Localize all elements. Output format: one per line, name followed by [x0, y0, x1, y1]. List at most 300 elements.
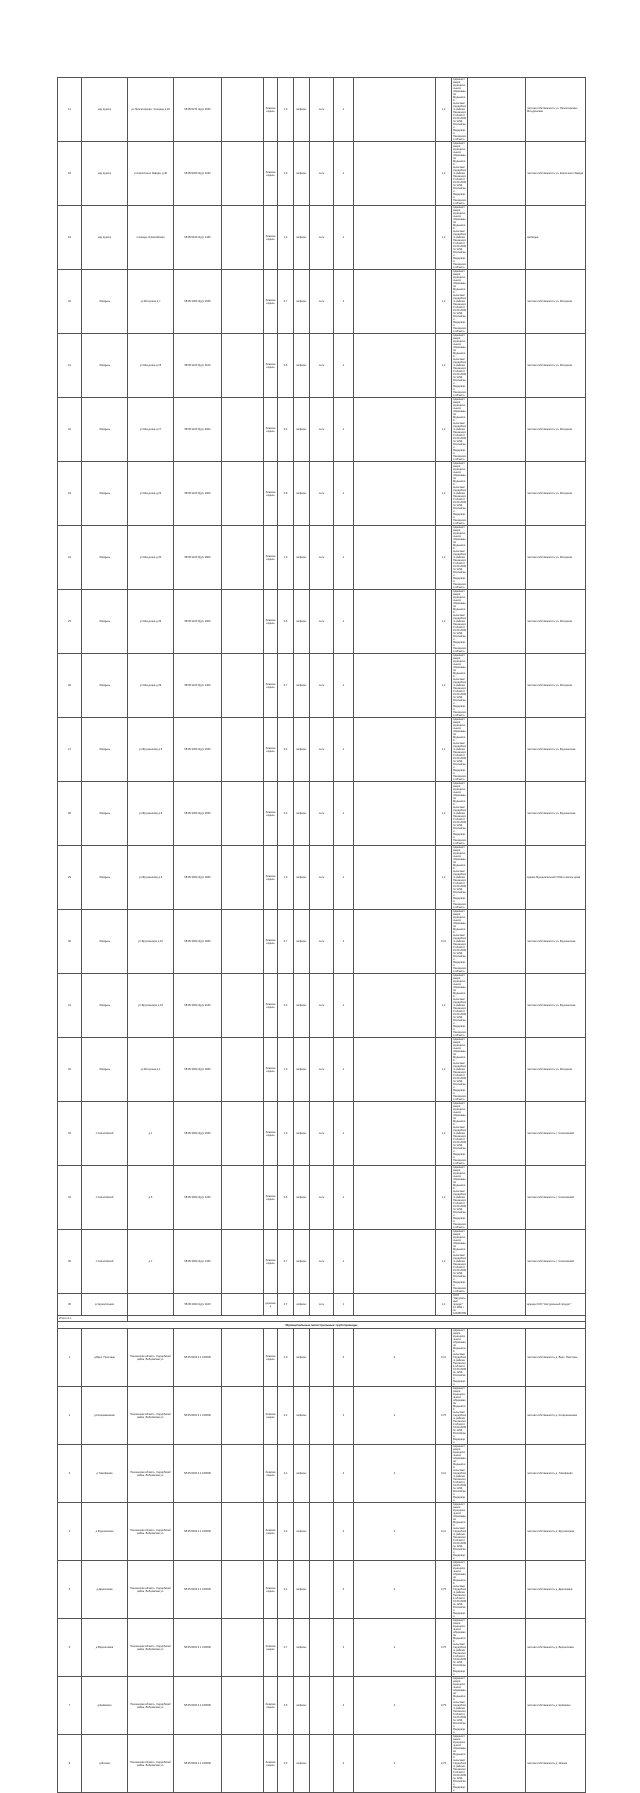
table-cell: асфальт [294, 1102, 310, 1166]
table-row [58, 654, 586, 718]
table-cell [354, 78, 436, 142]
table-cell: асфальт [294, 206, 310, 270]
table-cell: 1,2 [436, 782, 452, 846]
table-row [58, 398, 586, 462]
table-cell [468, 462, 526, 526]
table-row [58, 910, 586, 974]
table-cell: 1 [334, 974, 354, 1038]
table-cell: 0,2 [278, 718, 294, 782]
table-cell: 58:05:1300 3(д)ч 1500 [174, 718, 222, 782]
table-cell: Администрация муниципального образования Медынский сельсовет Сердобского района Пензенской области 01.00.2009 № 1234, Российская Федерация, Пензенская область [453, 78, 467, 141]
table-cell: д.Кочережниково [82, 1387, 128, 1445]
table-cell: д.Тимофеево [82, 1445, 128, 1503]
table-cell: 1,2 [436, 334, 452, 398]
table-row [58, 206, 586, 270]
table-cell: 4,2 [278, 1503, 294, 1561]
table-cell: 58:05:1600 3(д)ч 1300 [174, 1230, 222, 1294]
table-cell: 58:05:1600 3(д)ч 1800 [174, 1038, 222, 1102]
table-cell: 0,75 [436, 1387, 452, 1445]
table-cell: 58:05:0000 4 1 150000 [174, 1329, 222, 1387]
table-cell: сеть [310, 270, 334, 334]
table-cell: д.7 [128, 1230, 174, 1294]
table-cell: 58:05:1100 3(д)ч 2100 [174, 334, 222, 398]
table-cell: Администрация муниципального образования Медынский сельсовет Сердобского района Пензенской области 01.00.2009 № 1234, Российская Федерация [453, 1677, 467, 1734]
table-cell: 0,75 [436, 1561, 452, 1619]
table-cell [468, 1230, 526, 1294]
table-cell [222, 1329, 264, 1387]
table-cell [222, 1230, 264, 1294]
table-cell: 58:05:0260 3(д)ч 1063 [174, 142, 222, 206]
table-cell: 20 [58, 270, 82, 334]
table-cell: асфальт [294, 1561, 310, 1619]
table-cell [222, 78, 264, 142]
table-cell: 58:05:0000 4 1 150000 [174, 1503, 222, 1561]
table-cell: 6 [58, 1619, 82, 1677]
table-cell [222, 206, 264, 270]
table-cell [354, 846, 436, 910]
table-cell [222, 1294, 264, 1316]
table-cell: г.Медынь [82, 910, 128, 974]
table-cell: Администрация муниципального образования Медынский сельсовет Сердобского района Пензенской области 01.00.2009 № 1234, Российская Федерация, Пензенская область [453, 590, 467, 653]
table-cell: 1 [334, 462, 354, 526]
table-cell: 1 [334, 142, 354, 206]
table-cell [354, 334, 436, 398]
table-cell: сеть [310, 1294, 334, 1316]
table-cell: 1 [334, 334, 354, 398]
table-cell: Администрация муниципального образования Медынский сельсовет Сердобского района Пензенской области 01.00.2009 № 1234, Российская Федерация, Пензенская область [453, 654, 467, 717]
table-cell [354, 398, 436, 462]
table-cell: асфальт [294, 718, 310, 782]
table-cell [468, 526, 526, 590]
table-cell: сеть [310, 1102, 334, 1166]
table-cell: Пензенская область, Сердобский район, Бобровская ул. [128, 1619, 174, 1677]
table-cell: асфальт [294, 1503, 310, 1561]
table-cell: 58:05:0000 4 1 150000 [174, 1561, 222, 1619]
section-title-row [58, 1322, 586, 1329]
table-cell: Пензенская область, Сердобский район, Бобровская ул. [128, 1387, 174, 1445]
table-cell: 1,0 [278, 846, 294, 910]
table-cell: Администрация муниципального образования Медынский сельсовет Сердобского района Пензенской области 01.00.2009 № 1234, Российская Федерация [453, 1619, 467, 1676]
table-cell: 4,2 [278, 1387, 294, 1445]
table-cell: 1 [334, 1102, 354, 1166]
table-row [58, 1561, 586, 1619]
table-cell [222, 1102, 264, 1166]
table-cell: 2 [354, 1677, 436, 1735]
table-cell: асфальт [294, 1619, 310, 1677]
table-cell: сеть [310, 846, 334, 910]
table-cell: 58:05:0000 4 1 150000 [174, 1677, 222, 1735]
table-cell [310, 1387, 334, 1445]
table-cell: 21 [58, 334, 82, 398]
table-cell: г.Медынь [82, 270, 128, 334]
table-cell: 58:05:1100 3(д)ч 1900 [174, 462, 222, 526]
table-cell: ул.Мичурина д.7 [128, 270, 174, 334]
table-cell: Администрация муниципального образования Медынский сельсовет Сердобского района Пензенской области 01.00.2009 № 1234, Российская Федерация, Пензенская область [453, 1166, 467, 1229]
table-cell: 1,2 [436, 974, 452, 1038]
table-cell: асфальт [294, 1329, 310, 1387]
table-cell [354, 526, 436, 590]
table-cell: 58:05:0000 4 1 150000 [174, 1387, 222, 1445]
table-cell: сеть [310, 910, 334, 974]
table-cell [468, 782, 526, 846]
table-cell: 1,2 [436, 1230, 452, 1294]
table-cell [354, 1166, 436, 1230]
table-cell: 0,3 [278, 974, 294, 1038]
table-cell: г.Медынь [82, 974, 128, 1038]
table-cell: дорожное [264, 1294, 278, 1316]
table-cell [222, 654, 264, 718]
table-cell: Администрация муниципального образования Медынский сельсовет Сердобского района Пензенской области 01.00.2009 № 1234, Российская Федерация [453, 1503, 467, 1560]
table-cell: 0,11 [436, 1503, 452, 1561]
table-cell: 1,2 [436, 1038, 452, 1102]
table-cell: 1 [334, 1166, 354, 1230]
table-cell [354, 1230, 436, 1294]
table-cell: г.Медынь [82, 846, 128, 910]
table-cell: г.Медынь [82, 654, 128, 718]
table-cell: 1,2 [436, 590, 452, 654]
table-cell: ул.Мичурина д.15 [128, 334, 174, 398]
table-cell [354, 782, 436, 846]
table-cell [222, 526, 264, 590]
table-cell: 1,2 [436, 398, 452, 462]
table-cell [468, 1102, 526, 1166]
table-row [58, 334, 586, 398]
table-cell: 1,1 [436, 718, 452, 782]
table-cell: 2 [334, 270, 354, 334]
table-cell: частная собственность ул. Мичурина [526, 398, 586, 462]
table-cell: безвозмездное [264, 718, 278, 782]
table-cell: д.Чернопятьево [82, 1294, 128, 1316]
table-cell: 4,2 [278, 1445, 294, 1503]
table-cell: д.Ерёмкино [82, 1677, 128, 1735]
table-cell: частная собственность ул. Мичурина [526, 526, 586, 590]
table-cell: сеть [310, 1038, 334, 1102]
table-cell: частная собственность д. Фрунзенская [526, 1503, 586, 1561]
table-cell: г.Медынь [82, 718, 128, 782]
table-cell: безвозмездное [264, 654, 278, 718]
table-cell [468, 78, 526, 142]
table-cell: 18 [58, 142, 82, 206]
table-cell [354, 590, 436, 654]
table-cell: сеть [310, 526, 334, 590]
table-cell [354, 1294, 436, 1316]
table-cell: 22 [58, 398, 82, 462]
table-cell: сеть [310, 78, 334, 142]
table-cell: г.Медынь [82, 526, 128, 590]
table-row [58, 846, 586, 910]
table-cell: 4 [334, 1387, 354, 1445]
table-cell: 58:05:0000 4 1 150000 [174, 1735, 222, 1793]
table-cell: безвозмездное [264, 398, 278, 462]
table-cell: 1,2 [436, 1166, 452, 1230]
table-cell: асфальт [294, 1166, 310, 1230]
table-cell: безвозмездное [264, 1677, 278, 1735]
table-row [58, 590, 586, 654]
table-cell: частная собственность д. Тимофеево [526, 1445, 586, 1503]
table-row [58, 462, 586, 526]
table-cell: асфальт [294, 1735, 310, 1793]
table-cell [222, 974, 264, 1038]
table-cell: Администрация муниципального образования Медынский сельсовет Сердобского района Пензенской области 01.00.2009 № 1234, Российская Федерация, Пензенская область [453, 782, 467, 845]
table-cell [310, 1677, 334, 1735]
table-cell: безвозмездное [264, 590, 278, 654]
table-cell [222, 1503, 264, 1561]
table-cell [222, 782, 264, 846]
table-cell: 1,2 [436, 78, 452, 142]
table-cell [468, 1294, 526, 1316]
table-cell: 1,2 [278, 206, 294, 270]
table-cell: асфальт [294, 78, 310, 142]
table-cell: ул.Мичурина д.36 [128, 590, 174, 654]
table-cell: 1,2 [436, 270, 452, 334]
table-cell: 58:05:1000 3(д)ч 1505 [174, 270, 222, 334]
table-cell: д.5 [128, 1166, 174, 1230]
table-cell: 0,5 [278, 590, 294, 654]
table-cell [468, 398, 526, 462]
table-cell [310, 1619, 334, 1677]
table-cell: частная собственность ул. Мичурина [526, 1038, 586, 1102]
table-cell: 0,75 [436, 1735, 452, 1793]
table-cell: ул.Фрунзенская д.10 [128, 910, 174, 974]
table-cell: д.1 [128, 1102, 174, 1166]
table-cell [310, 1561, 334, 1619]
table-cell: сеть [310, 462, 334, 526]
table-cell: г.Медынь [82, 398, 128, 462]
table-cell: 58:05:1300 3(д)ч 2500 [174, 782, 222, 846]
table-cell: безвозмездное [264, 270, 278, 334]
table-cell [468, 142, 526, 206]
table-cell: сеть [310, 398, 334, 462]
table-cell: безвозмездное [264, 206, 278, 270]
table-cell: г.Медынь [82, 782, 128, 846]
table-cell: ул.Мичурина д.1 [128, 1038, 174, 1102]
table-cell: 58:05:1600 3(д)ч 1800 [174, 846, 222, 910]
table-cell: Администрация муниципального образования Медынский сельсовет Сердобского района Пензенской области 01.00.2009 № 1234, Российская Федерация [453, 1445, 467, 1502]
table-cell: д.Верх. Пристань [82, 1329, 128, 1387]
table-cell [354, 718, 436, 782]
table-cell [354, 206, 436, 270]
table-cell [468, 1038, 526, 1102]
table-cell: 0,75 [436, 1677, 452, 1735]
table-cell: Итого по 1 [58, 1316, 128, 1322]
table-cell: 30 [58, 910, 82, 974]
table-cell: 58:05:1600 3(д)ч 2100 [174, 974, 222, 1038]
table-cell: частная собственность ул. Мичурина [526, 270, 586, 334]
table-row [58, 1503, 586, 1561]
table-cell [222, 1038, 264, 1102]
table-cell: ул.Мичурина д.39 [128, 654, 174, 718]
table-cell: 2 [354, 1387, 436, 1445]
table-cell: 1 [334, 1294, 354, 1316]
table-cell: асфальт [294, 1387, 310, 1445]
table-cell: Администрация муниципального образования Медынский сельсовет Сердобского района Пензенской области 01.00.2009 № 1234, Российская Федерация, Пензенская область [453, 846, 467, 909]
table-cell: сеть [310, 654, 334, 718]
table-cell: 4,2 [278, 1561, 294, 1619]
table-cell: 0,2 [278, 398, 294, 462]
table-cell: Пензенская область, Сердобский район, Бобровская ул. [128, 1561, 174, 1619]
table-cell: сеть [310, 334, 334, 398]
table-cell: 2 [354, 1561, 436, 1619]
table-cell: частная собственность ул. Мичурина [526, 462, 586, 526]
table-cell: 4 [334, 1329, 354, 1387]
table-cell: 29 [58, 846, 82, 910]
table-cell: 0,7 [278, 654, 294, 718]
table-cell: 28 [58, 782, 82, 846]
table-cell [468, 1166, 526, 1230]
table-cell: 1 [334, 718, 354, 782]
table-cell: 0,7 [278, 270, 294, 334]
table-cell: 1,2 [436, 462, 452, 526]
table-cell: сеть [310, 206, 334, 270]
table-cell: 1,2 [436, 1102, 452, 1166]
table-cell: г.Медынь [82, 462, 128, 526]
table-cell: ООО "Натуральный продукт" 12.1991 г. № 123456789 [453, 1294, 466, 1315]
table-cell: 1 [334, 846, 354, 910]
table-cell: д.Дергачевка [82, 1561, 128, 1619]
table-cell: безвозмездное [264, 782, 278, 846]
table-cell [468, 1387, 526, 1445]
table-cell: 58:05:1600 3(д)ч 1200 [174, 1166, 222, 1230]
table-cell: 0,7 [278, 1294, 294, 1316]
table-cell: Администрация муниципального образования Медынский сельсовет Сердобского района Пензенской области 01.00.2009 № 1234, Российская Федерация, Пензенская область [453, 142, 467, 205]
table-cell [222, 1619, 264, 1677]
table-cell: 2 [354, 1503, 436, 1561]
table-cell: безвозмездное [264, 1445, 278, 1503]
table-cell [468, 1677, 526, 1735]
table-cell: безвозмездное [264, 974, 278, 1038]
table-cell: асфальт [294, 1230, 310, 1294]
table-cell [468, 718, 526, 782]
table-cell: асфальт [294, 974, 310, 1038]
table-cell [222, 270, 264, 334]
table-cell: 1,0 [278, 1102, 294, 1166]
table-cell: Администрация муниципального образования Медынский сельсовет Сердобского района Пензенской области 01.00.2009 № 1234, Российская Федерация, Пензенская область [453, 462, 467, 525]
table-cell: сеть [310, 142, 334, 206]
table-cell: 4 [334, 1677, 354, 1735]
table-cell: асфальт [294, 1294, 310, 1316]
table-cell: ул.Пролетарская, площадь д.29 [128, 78, 174, 142]
table-cell: безвозмездное [264, 910, 278, 974]
table-cell: асфальт [294, 462, 310, 526]
table-cell: г.Медынь [82, 334, 128, 398]
table-cell: 58:05:1600 3(д)ч 1100 [174, 1294, 222, 1316]
table-cell [222, 1166, 264, 1230]
table-cell: 4,7 [278, 1619, 294, 1677]
table-cell: частная собственность ул. Кирпичного Завода [526, 142, 586, 206]
table-cell: частная собственность д. Верх. Пристань [526, 1329, 586, 1387]
table-cell: Администрация муниципального образования Медынский сельсовет Сердобского района Пензенской области 01.00.2009 № 1234, Российская Федерация, Пензенская область [453, 398, 467, 461]
table-cell: частная собственность ул. Мичурина [526, 590, 586, 654]
table-cell: безвозмездное [264, 1038, 278, 1102]
table-cell: 0,11 [436, 910, 452, 974]
table-cell: с.Соколовский [82, 1166, 128, 1230]
table-cell: с.Соколовский [82, 1102, 128, 1166]
table-cell: 58:05:1600 3(д)ч 1800 [174, 910, 222, 974]
table-cell: асфальт [294, 590, 310, 654]
table-cell: м/д дорога [82, 78, 128, 142]
table-cell [222, 718, 264, 782]
table-cell: сеть [310, 1230, 334, 1294]
table-cell: Администрация муниципального образования Медынский сельсовет Сердобского района Пензенской области 01.00.2009 № 1234, Российская Федерация [453, 1735, 467, 1792]
table-cell: частная собственность ул. Фрунзенская [526, 718, 586, 782]
table-cell: ул.Мичурина д.17 [128, 398, 174, 462]
table-cell: ул.Фрунзенская д.9 [128, 846, 174, 910]
table-row [58, 1294, 586, 1316]
table-cell [310, 1445, 334, 1503]
table-cell [222, 334, 264, 398]
table-cell: сеть [310, 590, 334, 654]
table-cell [468, 654, 526, 718]
table-cell: асфальт [294, 1445, 310, 1503]
table-cell: 7 [58, 1677, 82, 1735]
table-row [58, 1038, 586, 1102]
table-cell: безвозмездное [264, 1329, 278, 1387]
table-cell: асфальт [294, 1038, 310, 1102]
table-row [58, 270, 586, 334]
table-cell: с.Соколовский [82, 1230, 128, 1294]
table-row [58, 1619, 586, 1677]
table-cell: 1 [334, 206, 354, 270]
table-cell: частная собственность д. Ерёмкино [526, 1677, 586, 1735]
table-cell: Пензенская область, Сердобский район, Бобровская ул. [128, 1329, 174, 1387]
table-cell: частная собственность д. Вершиловка [526, 1619, 586, 1677]
table-row [58, 718, 586, 782]
table-cell [468, 270, 526, 334]
table-cell: 2 [354, 1619, 436, 1677]
table-cell [310, 1329, 334, 1387]
table-cell [468, 1619, 526, 1677]
table-cell: 23 [58, 462, 82, 526]
table-cell: 26 [58, 654, 82, 718]
table-row [58, 1445, 586, 1503]
table-cell [468, 846, 526, 910]
table-cell: 0,8 [278, 462, 294, 526]
table-cell: аренда ООО "Натуральный продукт" [526, 1294, 586, 1316]
table-cell: асфальт [294, 270, 310, 334]
table-cell: 1,2 [436, 526, 452, 590]
table-cell: Администрация муниципального образования Медынский сельсовет Сердобского района Пензенской области 01.00.2009 № 1234, Российская Федерация, Пензенская область [453, 270, 467, 333]
table-cell: 2 [58, 1387, 82, 1445]
table-cell: ул.Фрунзенская д.8 [128, 782, 174, 846]
table-cell: Администрация муниципального образования Медынский сельсовет Сердобского района Пензенской области 01.00.2009 № 1234, Российская Федерация, Пензенская область [453, 526, 467, 589]
table-cell: 19 [58, 206, 82, 270]
table-cell: 32 [58, 1038, 82, 1102]
table-cell: Администрация муниципального образования Медынский сельсовет Сердобского района Пензенской области 01.00.2009 № 1234, Российская Федерация, Пензенская область [453, 1102, 467, 1165]
table-cell: 4,5 [278, 1677, 294, 1735]
table-cell: асфальт [294, 846, 310, 910]
table-cell [468, 1735, 526, 1793]
table-cell: безвозмездное [264, 1387, 278, 1445]
table-cell: д.Ясенки [82, 1735, 128, 1793]
table-cell: частная собственность с. Соколовский [526, 1102, 586, 1166]
table-cell: 4 [334, 1735, 354, 1793]
table-cell [468, 590, 526, 654]
table-cell: ул.Фрунзенская д.5 [128, 718, 174, 782]
table-cell: 0,5 [278, 1166, 294, 1230]
table-cell: 4 [58, 1503, 82, 1561]
table-cell: сеть [310, 1166, 334, 1230]
table-cell: 35 [58, 1230, 82, 1294]
table-cell: 1 [334, 398, 354, 462]
table-cell [128, 1294, 174, 1316]
table-cell: сеть [310, 974, 334, 1038]
table-cell: безвозмездное [264, 1561, 278, 1619]
table-cell: 4 [334, 1445, 354, 1503]
table-cell: асфальт [294, 398, 310, 462]
table-cell: безвозмездное [264, 1619, 278, 1677]
table-cell: Пензенская область, Сердобский район, Бобровская ул. [128, 1445, 174, 1503]
table-cell [354, 974, 436, 1038]
